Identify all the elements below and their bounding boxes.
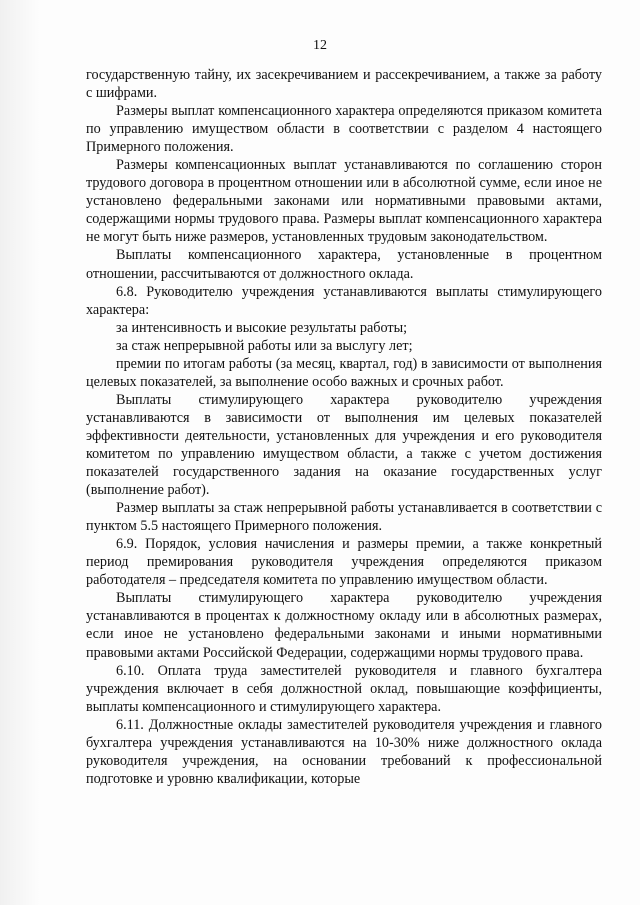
paragraph-incentive-percent: Выплаты стимулирующего характера руководителю учреждения устанавливаются в процентах к должностному окладу или в абсолютных размерах, если иное не установлено федеральными законами и иными нормативными правовыми актами Российской Федерации, содержащими нормы трудового права.: [86, 590, 602, 661]
list-item-seniority: за стаж непрерывной работы или за выслугу лет;: [116, 337, 413, 354]
paragraph-seniority-payment: Размер выплаты за стаж непрерывной работы устанавливается в соответствии с пунктом 5.5 настоящего Примерного положения.: [86, 500, 602, 535]
list-item-bonuses: премии по итогам работы (за месяц, квартал, год) в зависимости от выполнения целевых показателей, за выполнение особо важных и срочных работ.: [86, 355, 602, 390]
paragraph-compensation-agreement: Размеры компенсационных выплат устанавливаются по соглашению сторон трудового договора в процентном отношении или в абсолютной сумме, если иное не установлено федеральными законами или нормативными правовыми актами, содержащими нормы трудового права. Размеры выплат компенсационного характера не могут быть ниже размеров, установленных трудовым законодательством.: [86, 157, 602, 246]
paragraph-incentive-targets: Выплаты стимулирующего характера руководителю учреждения устанавливаются в зависимости от выполнения им целевых показателей эффективности деятельности, установленных для учреждения и его руководителя комитетом по управлению имуществом области, а также с учетом достижения показателей государственного задания на оказание государственных услуг (выполнение работ).: [86, 391, 602, 499]
scan-edge-shadow: [0, 0, 40, 905]
paragraph-6-10: 6.10. Оплата труда заместителей руководителя и главного бухгалтера учреждения включает в себя должностной оклад, повышающие коэффициенты, выплаты компенсационного и стимулирующего характера.: [86, 662, 602, 715]
paragraph-6-9: 6.9. Порядок, условия начисления и размеры премии, а также конкретный период премирования руководителя учреждения определяются приказом работодателя – председателя комитета по управлению имуществом области.: [86, 536, 602, 589]
paragraph-compensation-order: Размеры выплат компенсационного характера определяются приказом комитета по управлению имуществом области в соответствии с разделом 4 настоящего Примерного положения.: [86, 103, 602, 156]
list-item-intensity: за интенсивность и высокие результаты работы;: [116, 319, 408, 336]
paragraph-continuation: государственную тайну, их засекречиванием и рассекречиванием, а также за работу с шифрами.: [86, 67, 602, 102]
paragraph-6-11: 6.11. Должностные оклады заместителей руководителя учреждения и главного бухгалтера учреждения устанавливаются на 10-30% ниже должностного оклада руководителя учреждения, на основании требований к профессиональной подготовке и уровню квалификации, которые: [86, 716, 602, 787]
document-body: [86, 66, 602, 788]
paragraph-6-8: 6.8. Руководителю учреждения устанавливаются выплаты стимулирующего характера:: [86, 283, 602, 318]
paragraph-compensation-percent: Выплаты компенсационного характера, установленные в процентном отношении, рассчитываются от должностного оклада.: [86, 247, 602, 282]
page-number: 12: [313, 38, 327, 53]
